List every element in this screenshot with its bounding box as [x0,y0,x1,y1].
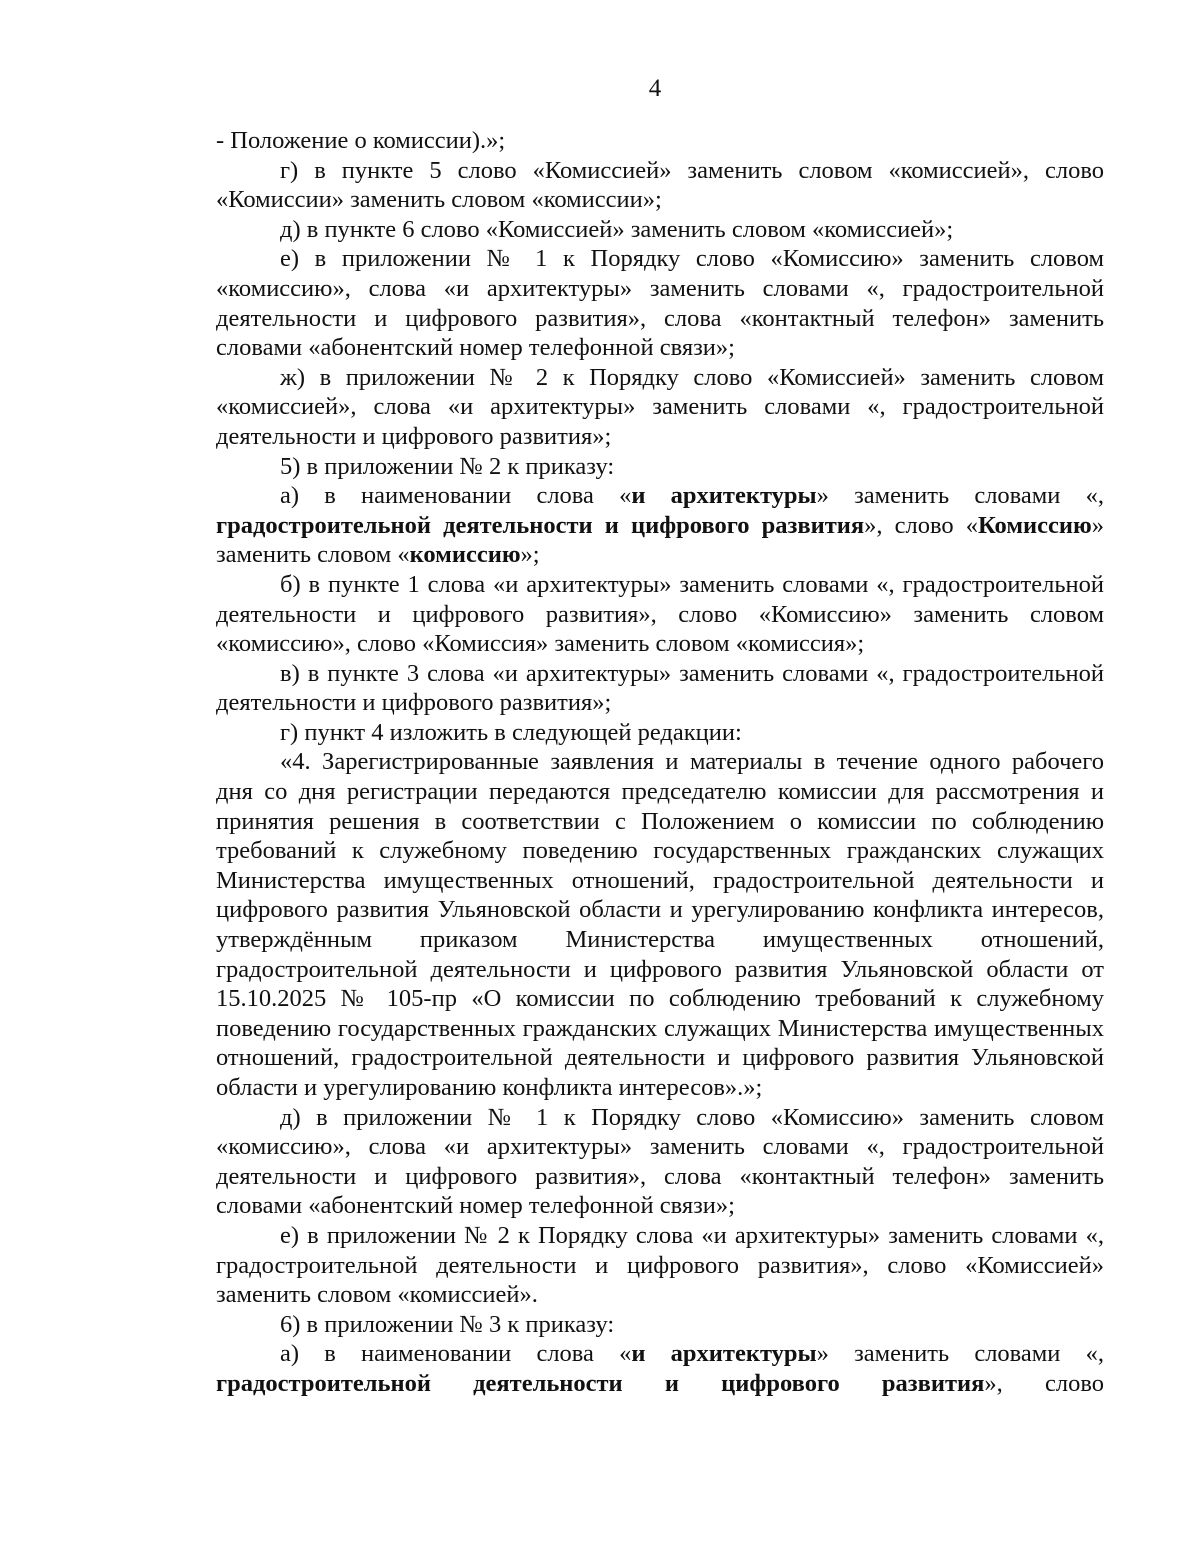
text-segment: » заменить словами «, [816,1340,1104,1368]
bold-text-segment: Комиссию [978,511,1092,539]
text-segment: 5) в приложении № 2 к приказу: [280,452,615,480]
paragraph [216,244,1104,362]
paragraph [216,481,1104,570]
paragraph [216,156,1104,215]
text-segment: в) в пункте 3 слова «и архитектуры» заменить словами «, градостроительной деятельности и цифрового развития»; [216,659,1104,717]
text-segment: 6) в приложении № 3 к приказу: [280,1310,615,1338]
text-segment: - Положение о комиссии).»; [216,127,506,154]
text-segment: б) в пункте 1 слова «и архитектуры» заменить словами «, градостроительной деятельности и цифрового развития», слово «Комиссию» заменить словом «комиссию», слово «Комиссия» заменить словом «комиссия»; [216,570,1104,658]
text-segment: е) в приложении № 1 к Порядку слово «Комиссию» заменить словом «комиссию», слова «и архитектуры» заменить словами «, градостроительной деятельности и цифрового развития», слова «контактный телефон» заменить словами «абонентский номер телефонной связи»; [216,245,1104,362]
text-segment: г) пункт 4 изложить в следующей редакции: [280,718,742,746]
text-segment: », слово « [864,511,978,539]
text-segment: »; [520,541,540,569]
paragraph [216,215,1104,245]
text-segment: ж) в приложении № 2 к Порядку слово «Комиссией» заменить словом «комиссией», слова «и архитектуры» заменить словами «, градостроительной деятельности и цифрового развития»; [216,363,1104,450]
paragraph [216,659,1104,718]
paragraph [216,363,1104,452]
paragraph [216,1339,1104,1398]
bold-text-segment: комиссию [409,541,521,569]
paragraph [216,126,1104,156]
text-segment: д) в пункте 6 слово «Комиссией» заменить словом «комиссией»; [280,215,954,243]
text-segment: а) в наименовании слова « [280,482,632,510]
text-segment: » заменить словом « [216,511,1104,569]
paragraph [216,1310,1104,1340]
text-segment: д) в приложении № 1 к Порядку слово «Комиссию» заменить словом «комиссию», слова «и архитектуры» заменить словами «, градостроительной деятельности и цифрового развития», слова «контактный телефон» заменить словами «абонентский номер телефонной связи»; [216,1103,1104,1220]
page-number: 4 [648,75,662,102]
text-segment: е) в приложении № 2 к Порядку слова «и архитектуры» заменить словами «, градостроительной деятельности и цифрового развития», слово «Комиссией» заменить словом «комиссией». [216,1221,1104,1309]
bold-text-segment: и архитектуры [631,482,817,510]
paragraph [216,718,1104,748]
bold-text-segment: градостроительной деятельности и цифрового развития [216,1369,985,1397]
text-segment: «4. Зарегистрированные заявления и материалы в течение одного рабочего дня со дня регистрации передаются председателю комиссии для рассмотрения и принятия решения в соответствии с Положением о комиссии по соблюдению требований к служебному поведению государственных гражданских служащих Министерства имущественных отношений, градостроительной деятельности и цифрового развития Ульяновской области и урегулированию конфликта интересов, утверждённым приказом Министерства имущественных отношений, градостроительной деятельности и цифрового развития Ульяновской области от 15.10.2025 № 105-пр «О комиссии по соблюдению требований к служебному поведению государственных гражданских служащих Министерства имущественных отношений, градостроительной деятельности и цифрового развития Ульяновской области и урегулированию конфликта интересов».»; [216,748,1104,1101]
document-body [216,126,1104,1399]
paragraph [216,1103,1104,1221]
paragraph [216,747,1104,1102]
paragraph [216,452,1104,482]
text-segment: г) в пункте 5 слово «Комиссией» заменить словом «комиссией», слово «Комиссии» заменить словом «комиссии»; [216,156,1104,214]
text-segment: » заменить словами «, [816,482,1104,510]
paragraph [216,1221,1104,1310]
bold-text-segment: градостроительной деятельности и цифрового развития [216,511,865,539]
bold-text-segment: и архитектуры [631,1340,817,1368]
paragraph [216,570,1104,659]
text-segment: а) в наименовании слова « [280,1340,632,1368]
text-segment: », слово [984,1369,1104,1397]
